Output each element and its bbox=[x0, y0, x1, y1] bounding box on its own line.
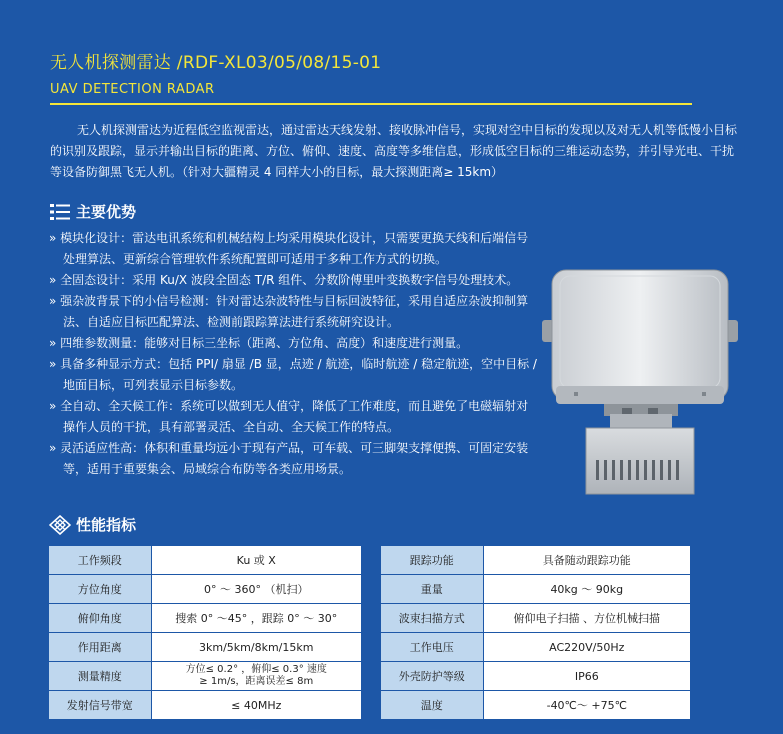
specs-table-right bbox=[380, 545, 691, 720]
table-row bbox=[49, 633, 362, 662]
spec-value: -40℃～ +75℃ bbox=[483, 691, 690, 720]
list-item: » 四维参数测量：能够对目标三坐标（距离、方位角、高度）和速度进行测量。 bbox=[49, 336, 469, 350]
spec-key: 重量 bbox=[381, 575, 484, 604]
spec-value-line: 方位≤ 0.2° ，俯仰≤ 0.3° 速度 bbox=[185, 664, 327, 675]
specs-table-left bbox=[48, 545, 362, 720]
list-icon bbox=[49, 202, 71, 222]
table-row bbox=[381, 633, 691, 662]
spec-value bbox=[151, 662, 362, 691]
radar-device-image bbox=[540, 268, 740, 498]
spec-value: 俯仰电子扫描 、方位机械扫描 bbox=[483, 604, 690, 633]
spec-value: ≤ 40MHz bbox=[151, 691, 362, 720]
spec-value: IP66 bbox=[483, 662, 690, 691]
list-item: » 模块化设计：雷达电讯系统和机械结构上均采用模块化设计，只需要更换天线和后端信号处理算法、更新综合管理软件系统配置即可适用于多种工作方式的切换。 bbox=[49, 231, 529, 266]
title-divider bbox=[50, 103, 692, 105]
spec-key: 俯仰角度 bbox=[49, 604, 152, 633]
list-item: » 具备多种显示方式：包括 PPI/ 扇显 /B 显，点迹 / 航迹，临时航迹 / 稳定航迹，空中目标 / 地面目标，可列表显示目标参数。 bbox=[49, 357, 537, 392]
page-title: 无人机探测雷达 /RDF-XL03/05/08/15-01 bbox=[50, 53, 382, 73]
table-row bbox=[49, 546, 362, 575]
advantages-heading-text: 主要优势 bbox=[76, 203, 137, 221]
list-item: » 全固态设计：采用 Ku/X 波段全固态 T/R 组件、分数阶傅里叶变换数字信号处理技术。 bbox=[49, 273, 519, 287]
spec-key: 工作频段 bbox=[49, 546, 152, 575]
spec-value: 40kg ～ 90kg bbox=[483, 575, 690, 604]
page-header bbox=[50, 48, 692, 105]
spec-key: 测量精度 bbox=[49, 662, 152, 691]
spec-key: 方位角度 bbox=[49, 575, 152, 604]
spec-key: 外壳防护等级 bbox=[381, 662, 484, 691]
table-row bbox=[49, 604, 362, 633]
table-row bbox=[49, 691, 362, 720]
spec-value: Ku 或 X bbox=[151, 546, 362, 575]
spec-key: 工作电压 bbox=[381, 633, 484, 662]
table-row bbox=[381, 662, 691, 691]
advantages-heading bbox=[49, 201, 136, 222]
spec-value: 0° ～ 360° （机扫） bbox=[151, 575, 362, 604]
table-row bbox=[381, 691, 691, 720]
spec-key: 温度 bbox=[381, 691, 484, 720]
spec-key: 作用距离 bbox=[49, 633, 152, 662]
spec-key: 波束扫描方式 bbox=[381, 604, 484, 633]
diamond-grid-icon bbox=[49, 515, 71, 535]
advantages-list bbox=[49, 228, 539, 480]
list-item: » 强杂波背景下的小信号检测：针对雷达杂波特性与目标回波特征，采用自适应杂波抑制算法、自适应目标匹配算法、检测前跟踪算法进行系统研究设计。 bbox=[49, 294, 529, 329]
spec-value: 具备随动跟踪功能 bbox=[483, 546, 690, 575]
table-row bbox=[49, 662, 362, 691]
spec-key: 跟踪功能 bbox=[381, 546, 484, 575]
spec-value: 3km/5km/8km/15km bbox=[151, 633, 362, 662]
table-row bbox=[49, 575, 362, 604]
table-row bbox=[381, 604, 691, 633]
spec-key: 发射信号带宽 bbox=[49, 691, 152, 720]
intro-paragraph: 无人机探测雷达为近程低空监视雷达，通过雷达天线发射、接收脉冲信号，实现对空中目标的发现以及对无人机等低慢小目标的识别及跟踪，显示并输出目标的距离、方位、俯仰、速度、高度等多维信息，形成低空目标的三维运动态势，并引导光电、干扰等设备防御黑飞无人机。（针对大疆精灵 4 同样大小的目标，最大探测距离≥ 15km） bbox=[50, 123, 738, 179]
performance-heading-text: 性能指标 bbox=[76, 516, 137, 534]
list-item: » 灵活适应性高：体积和重量均远小于现有产品，可车载、可三脚架支撑便携、可固定安装等，适用于重要集会、局域综合布防等各类应用场景。 bbox=[49, 441, 529, 476]
spec-value: AC220V/50Hz bbox=[483, 633, 690, 662]
table-row bbox=[381, 575, 691, 604]
page-subtitle: UAV DETECTION RADAR bbox=[50, 82, 215, 97]
spec-value: 搜索 0° ～45° ，跟踪 0° ～ 30° bbox=[151, 604, 362, 633]
spec-value-line: ≥ 1m/s，距离误差≤ 8m bbox=[199, 676, 314, 687]
list-item: » 全自动、全天候工作：系统可以做到无人值守，降低了工作难度，而且避免了电磁辐射对操作人员的干扰，具有部署灵活、全自动、全天候工作的特点。 bbox=[49, 399, 529, 434]
performance-heading bbox=[49, 514, 136, 535]
table-row bbox=[381, 546, 691, 575]
